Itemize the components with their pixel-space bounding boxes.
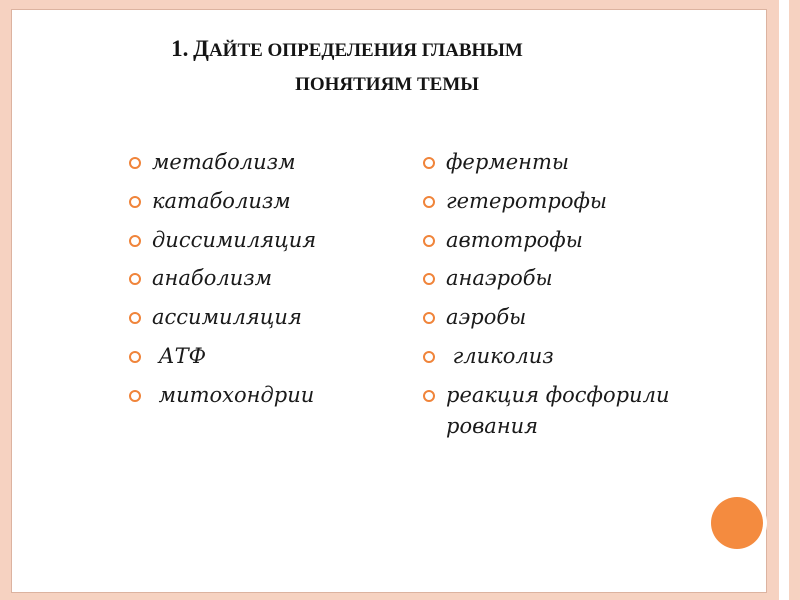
term-text: ассимиляция bbox=[152, 305, 302, 330]
orange-ring-bullet-icon bbox=[423, 157, 435, 169]
list-item bbox=[129, 186, 399, 217]
term-text: гетеротрофы bbox=[446, 188, 608, 213]
orange-ring-bullet-icon bbox=[423, 390, 435, 402]
orange-ring-bullet-icon bbox=[423, 273, 435, 285]
orange-ring-bullet-icon bbox=[129, 273, 141, 285]
orange-circle-icon bbox=[711, 497, 763, 549]
right-edge-stripe bbox=[779, 0, 789, 600]
orange-ring-bullet-icon bbox=[423, 196, 435, 208]
term-text: митохондрии bbox=[152, 382, 315, 407]
term-text: аэробы bbox=[446, 305, 527, 330]
term-text: анаэробы bbox=[446, 266, 553, 291]
list-item bbox=[129, 341, 399, 372]
list-item bbox=[423, 263, 679, 294]
term-text: метаболизм bbox=[152, 150, 296, 174]
list-item bbox=[423, 147, 679, 178]
list-item bbox=[423, 380, 679, 442]
orange-ring-bullet-icon bbox=[129, 312, 141, 324]
term-text: автотрофы bbox=[446, 227, 583, 252]
title-initial: Д bbox=[193, 36, 209, 61]
list-item bbox=[129, 225, 399, 256]
orange-ring-bullet-icon bbox=[129, 235, 141, 247]
term-text: анаболизм bbox=[152, 266, 273, 291]
term-text: катаболизм bbox=[152, 188, 291, 213]
title-line-2: ПОНЯТИЯМ ТЕМЫ bbox=[295, 74, 479, 95]
title-number: 1. bbox=[171, 36, 189, 61]
term-text: диссимиляция bbox=[152, 227, 317, 252]
list-item bbox=[423, 302, 679, 333]
list-item bbox=[423, 186, 679, 217]
right-term-list bbox=[423, 147, 679, 450]
list-item bbox=[129, 302, 399, 333]
orange-ring-bullet-icon bbox=[129, 196, 141, 208]
term-text: ферменты bbox=[446, 150, 569, 174]
term-text: реакция фосфорилирования bbox=[446, 382, 670, 438]
left-term-list bbox=[129, 147, 399, 419]
orange-ring-bullet-icon bbox=[423, 312, 435, 324]
list-item bbox=[129, 263, 399, 294]
list-item bbox=[129, 380, 399, 411]
slide-canvas bbox=[11, 9, 767, 593]
term-text: АТФ bbox=[152, 343, 207, 368]
slide-title bbox=[42, 32, 692, 102]
title-line-1-text: АЙТЕ ОПРЕДЕЛЕНИЯ ГЛАВНЫМ bbox=[208, 40, 523, 61]
list-item bbox=[423, 225, 679, 256]
orange-ring-bullet-icon bbox=[129, 157, 141, 169]
list-item bbox=[423, 341, 679, 372]
orange-ring-bullet-icon bbox=[423, 351, 435, 363]
list-item bbox=[129, 147, 399, 178]
orange-ring-bullet-icon bbox=[129, 351, 141, 363]
orange-ring-bullet-icon bbox=[129, 390, 141, 402]
term-text: гликолиз bbox=[446, 343, 554, 368]
orange-ring-bullet-icon bbox=[423, 235, 435, 247]
title-line-1 bbox=[42, 32, 692, 68]
